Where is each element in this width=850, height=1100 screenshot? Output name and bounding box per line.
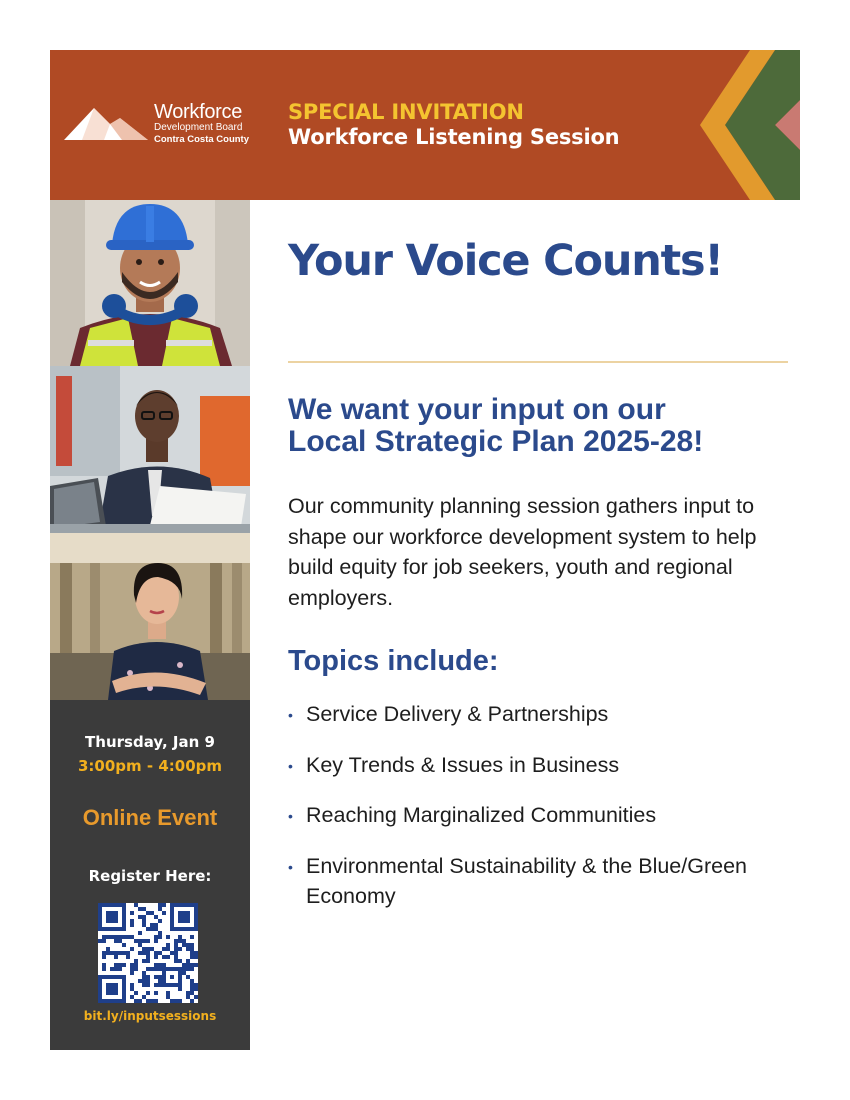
headline: Your Voice Counts!: [288, 236, 723, 286]
hard-hat-worker-photo: [50, 200, 250, 366]
topic-text: Reaching Marginalized Communities: [306, 803, 657, 828]
logo-text: [154, 102, 249, 145]
flyer: [50, 50, 800, 1050]
topics-list: [288, 700, 788, 932]
list-item: [288, 801, 788, 831]
event-date: Thursday, Jan 9: [85, 733, 215, 751]
header-band: [50, 50, 800, 200]
divider: [288, 361, 788, 363]
subhead-line-1: We want your input on our: [288, 393, 666, 426]
subheadline: [288, 394, 788, 457]
list-item: [288, 700, 788, 730]
register-link[interactable]: bit.ly/inputsessions: [83, 1009, 217, 1023]
topic-text: Service Delivery & Partnerships: [306, 702, 609, 726]
description-paragraph: Our community planning session gathers input to shape our workforce development system to help build equity for job seekers, youth and regional employers.: [288, 494, 757, 610]
chevron-decoration-icon: [690, 50, 800, 200]
event-info-panel: [50, 700, 250, 1050]
qr-code-icon: [98, 903, 198, 1003]
topics-heading: Topics include:: [288, 645, 499, 677]
logo-county: Contra Costa County: [154, 134, 249, 145]
invitation-kicker: SPECIAL INVITATION: [288, 100, 524, 124]
workforce-board-logo: [64, 102, 254, 152]
header-text: [288, 100, 619, 150]
register-qr-code[interactable]: [98, 903, 198, 1003]
bullet-icon: •: [288, 808, 293, 825]
logo-wordmark: Workforce: [154, 101, 243, 123]
bullet-icon: •: [288, 858, 293, 875]
event-time: 3:00pm - 4:00pm: [77, 757, 223, 775]
professional-woman-photo: [50, 533, 250, 700]
register-label: Register Here:: [88, 867, 212, 885]
subhead-line-2: Local Strategic Plan 2025-28!: [288, 424, 704, 458]
session-title: Workforce Listening Session: [288, 125, 620, 150]
list-item: [288, 751, 788, 781]
topic-text: Key Trends & Issues in Business: [306, 752, 620, 777]
event-format: Online Event: [82, 805, 218, 830]
office-worker-photo: [50, 366, 250, 533]
logo-subtitle: Development Board: [154, 122, 243, 133]
list-item: [288, 852, 788, 911]
bullet-icon: •: [288, 757, 293, 774]
mountain-logo-icon: [64, 104, 148, 144]
topic-text: Environmental Sustainability & the Blue/Green Economy: [306, 853, 747, 908]
bullet-icon: •: [288, 707, 293, 723]
